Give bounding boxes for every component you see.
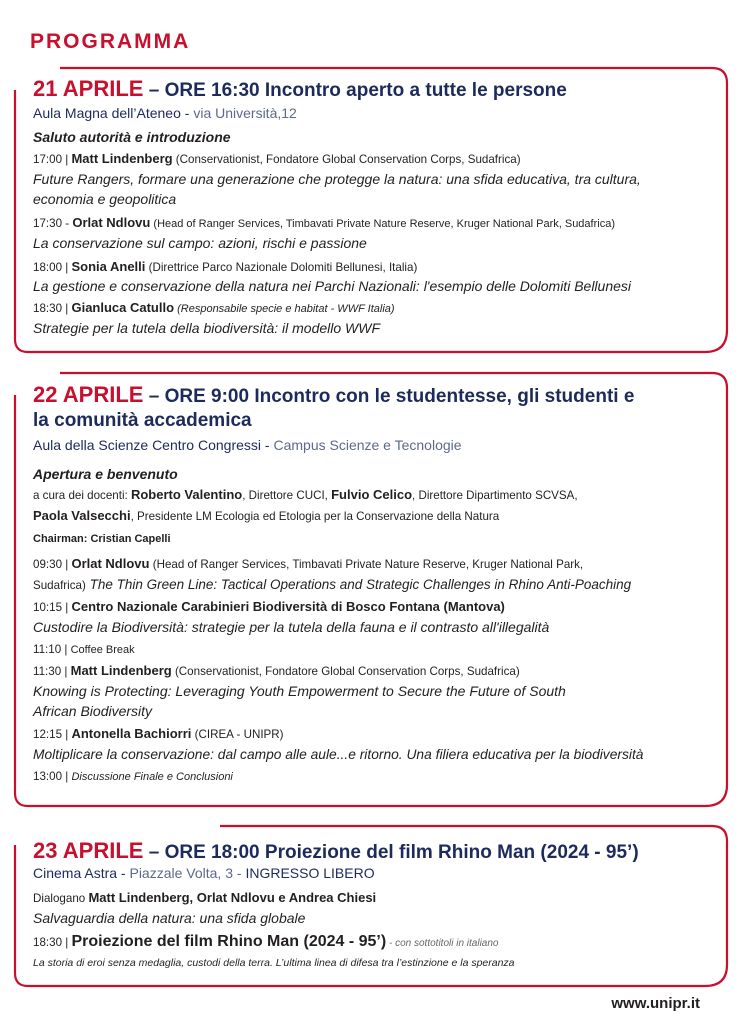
day3-title: – ORE 18:00 Proiezione del film Rhino Man (2024 - 95’): [143, 842, 639, 863]
day2-cura-b: [33, 506, 499, 526]
talk-title: The Thin Green Line: Tactical Operations and Strategic Challenges in Rhino Anti-Poaching: [85, 577, 632, 592]
time: 11:10 |: [33, 643, 71, 656]
day2-s5-speaker: [33, 724, 284, 744]
day1-venue: [33, 105, 297, 121]
footer-url[interactable]: www.unipr.it: [611, 995, 700, 1012]
speaker-name: Antonella Bachiorri: [71, 726, 192, 741]
day2-s1-talk: [33, 575, 631, 595]
time: 13:00 |: [33, 770, 72, 783]
day2-s4-speaker: [33, 661, 520, 681]
day3-heading: [33, 838, 639, 864]
speaker-name: Fulvio Celico: [331, 487, 413, 502]
day1-talk3-title: La gestione e conservazione della natura nei Parchi Nazionali: l'esempio delle Dolomiti Bellunesi: [33, 278, 632, 294]
time: 18:00 |: [33, 261, 72, 274]
page-title: PROGRAMMA: [30, 30, 191, 53]
speaker-role: (Direttrice Parco Nazionale Dolomiti Bellunesi, Italia): [145, 261, 418, 274]
day2-venue-name: Aula della Scienze Centro Congressi -: [33, 437, 274, 453]
break-label: Coffee Break: [70, 644, 135, 656]
speaker-name: Orlat Ndlovu: [72, 215, 151, 230]
day2-venue: [33, 437, 462, 453]
day1-talk1-title-b: economia e geopolitica: [33, 191, 177, 207]
time: 17:00 |: [33, 153, 72, 166]
day2-s2-speaker: [33, 597, 505, 617]
free-entry-label: INGRESSO LIBERO: [245, 865, 375, 881]
day1-intro: Saluto autorità e introduzione: [33, 129, 231, 145]
day1-date: 21 APRILE: [33, 76, 144, 101]
day2-chairman: Chairman: Cristian Capelli: [33, 533, 171, 545]
dialogano-lead: Dialogano: [33, 892, 89, 905]
speaker-role: , Presidente LM Ecologia ed Etologia per la Conservazione della Natura: [130, 510, 500, 523]
speaker-role: , Direttore Dipartimento SCVSA,: [412, 489, 578, 502]
day1-talk1-title-a: Future Rangers, formare una generazione che protegge la natura: una sfida educativa, tra cultura,: [33, 171, 641, 187]
time: 09:30 |: [33, 558, 72, 571]
day2-s4-talk-a: Knowing is Protecting: Leveraging Youth Empowerment to Secure the Future of South: [33, 683, 566, 699]
closing-label: Discussione Finale e Conclusioni: [71, 771, 233, 783]
day3-date: 23 APRILE: [33, 838, 144, 863]
day1-title: – ORE 16:30 Incontro aperto a tutte le persone: [143, 80, 567, 101]
day1-talk2-title: La conservazione sul campo: azioni, rischi e passione: [33, 235, 367, 251]
day1-heading: [33, 76, 567, 102]
day2-s5-talk: Moltiplicare la conservazione: dal campo alle aule...e ritorno. Una filiera educativa per la biodiversità: [33, 747, 644, 762]
day1-venue-name: Aula Magna dell’Ateneo -: [33, 105, 194, 121]
cura-lead: a cura dei docenti:: [33, 489, 131, 502]
speaker-name: Matt Lindenberg: [70, 663, 172, 678]
speaker-role: Sudafrica): [33, 579, 86, 592]
time: 18:30 |: [33, 302, 72, 315]
day2-title-a: – ORE 9:00 Incontro con le studentesse, gli studenti e: [143, 386, 635, 407]
day2-intro: Apertura e benvenuto: [33, 466, 178, 482]
speaker-name: Paola Valsecchi: [33, 508, 131, 523]
speaker-names: Matt Lindenberg, Orlat Ndlovu e Andrea Chiesi: [88, 890, 377, 905]
subtitle-note: - con sottotitoli in italiano: [386, 938, 499, 949]
time: 11:30 |: [33, 665, 71, 678]
speaker-name: Centro Nazionale Carabinieri Biodiversità di Bosco Fontana (Mantova): [71, 599, 505, 614]
day1-talk1-speaker: [33, 149, 521, 169]
speaker-name: Matt Lindenberg: [71, 151, 173, 166]
day3-venue-address: Piazzale Volta, 3 -: [129, 865, 246, 881]
speaker-name: Orlat Ndlovu: [71, 556, 150, 571]
day2-s2-talk: Custodire la Biodiversità: strategie per la tutela della fauna e il contrasto all'illegalità: [33, 619, 550, 635]
day3-tagline: La storia di eroi senza medaglia, custodi della terra. L’ultima linea di difesa tra l’estinzione e la speranza: [33, 957, 515, 969]
time: 10:15 |: [33, 601, 72, 614]
speaker-role: (Conservationist, Fondatore Global Conservation Corps, Sudafrica): [172, 153, 521, 166]
day3-dialogano: [33, 888, 376, 908]
speaker-role: (Head of Ranger Services, Timbavati Private Nature Reserve, Kruger National Park,: [149, 558, 584, 571]
day1-talk4-speaker: [33, 298, 395, 319]
speaker-name: Sonia Anelli: [71, 259, 146, 274]
day2-s6: [33, 767, 233, 787]
speaker-role: (Conservationist, Fondatore Global Conservation Corps, Sudafrica): [171, 665, 520, 678]
day2-date: 22 APRILE: [33, 382, 144, 407]
day2-cura: [33, 485, 578, 505]
speaker-role: (CIREA - UNIPR): [191, 728, 284, 741]
film-title: Proiezione del film Rhino Man (2024 - 95’): [71, 933, 387, 950]
day1-talk2-speaker: [33, 213, 615, 234]
speaker-role: (Responsabile specie e habitat - WWF Italia): [174, 303, 395, 315]
speaker-role: , Direttore CUCI,: [242, 489, 332, 502]
day1-venue-address: via Università,12: [193, 105, 297, 121]
speaker-name: Roberto Valentino: [130, 487, 243, 502]
day2-heading: [33, 382, 634, 408]
speaker-name: Gianluca Catullo: [71, 300, 175, 315]
speaker-role: (Head of Ranger Services, Timbavati Private Nature Reserve, Kruger National Park, Sudafrica): [150, 218, 615, 230]
day2-venue-address: Campus Scienze e Tecnologie: [273, 437, 462, 453]
day2-s3: [33, 640, 135, 660]
day3-projection: [33, 931, 498, 955]
day1-talk4-title: Strategie per la tutela della biodiversità: il modello WWF: [33, 320, 381, 336]
time: 12:15 |: [33, 728, 72, 741]
time: 18:30 |: [33, 936, 72, 949]
day2-s1-speaker: [33, 554, 583, 574]
day2-s4-talk-b: African Biodiversity: [33, 703, 153, 719]
day3-venue: [33, 865, 375, 881]
time: 17:30 -: [33, 217, 73, 230]
day2-title-b: la comunità accademica: [33, 410, 252, 431]
day3-talk: Salvaguardia della natura: una sfida globale: [33, 910, 306, 926]
day1-talk3-speaker: [33, 257, 417, 277]
day3-venue-name: Cinema Astra -: [33, 865, 130, 881]
